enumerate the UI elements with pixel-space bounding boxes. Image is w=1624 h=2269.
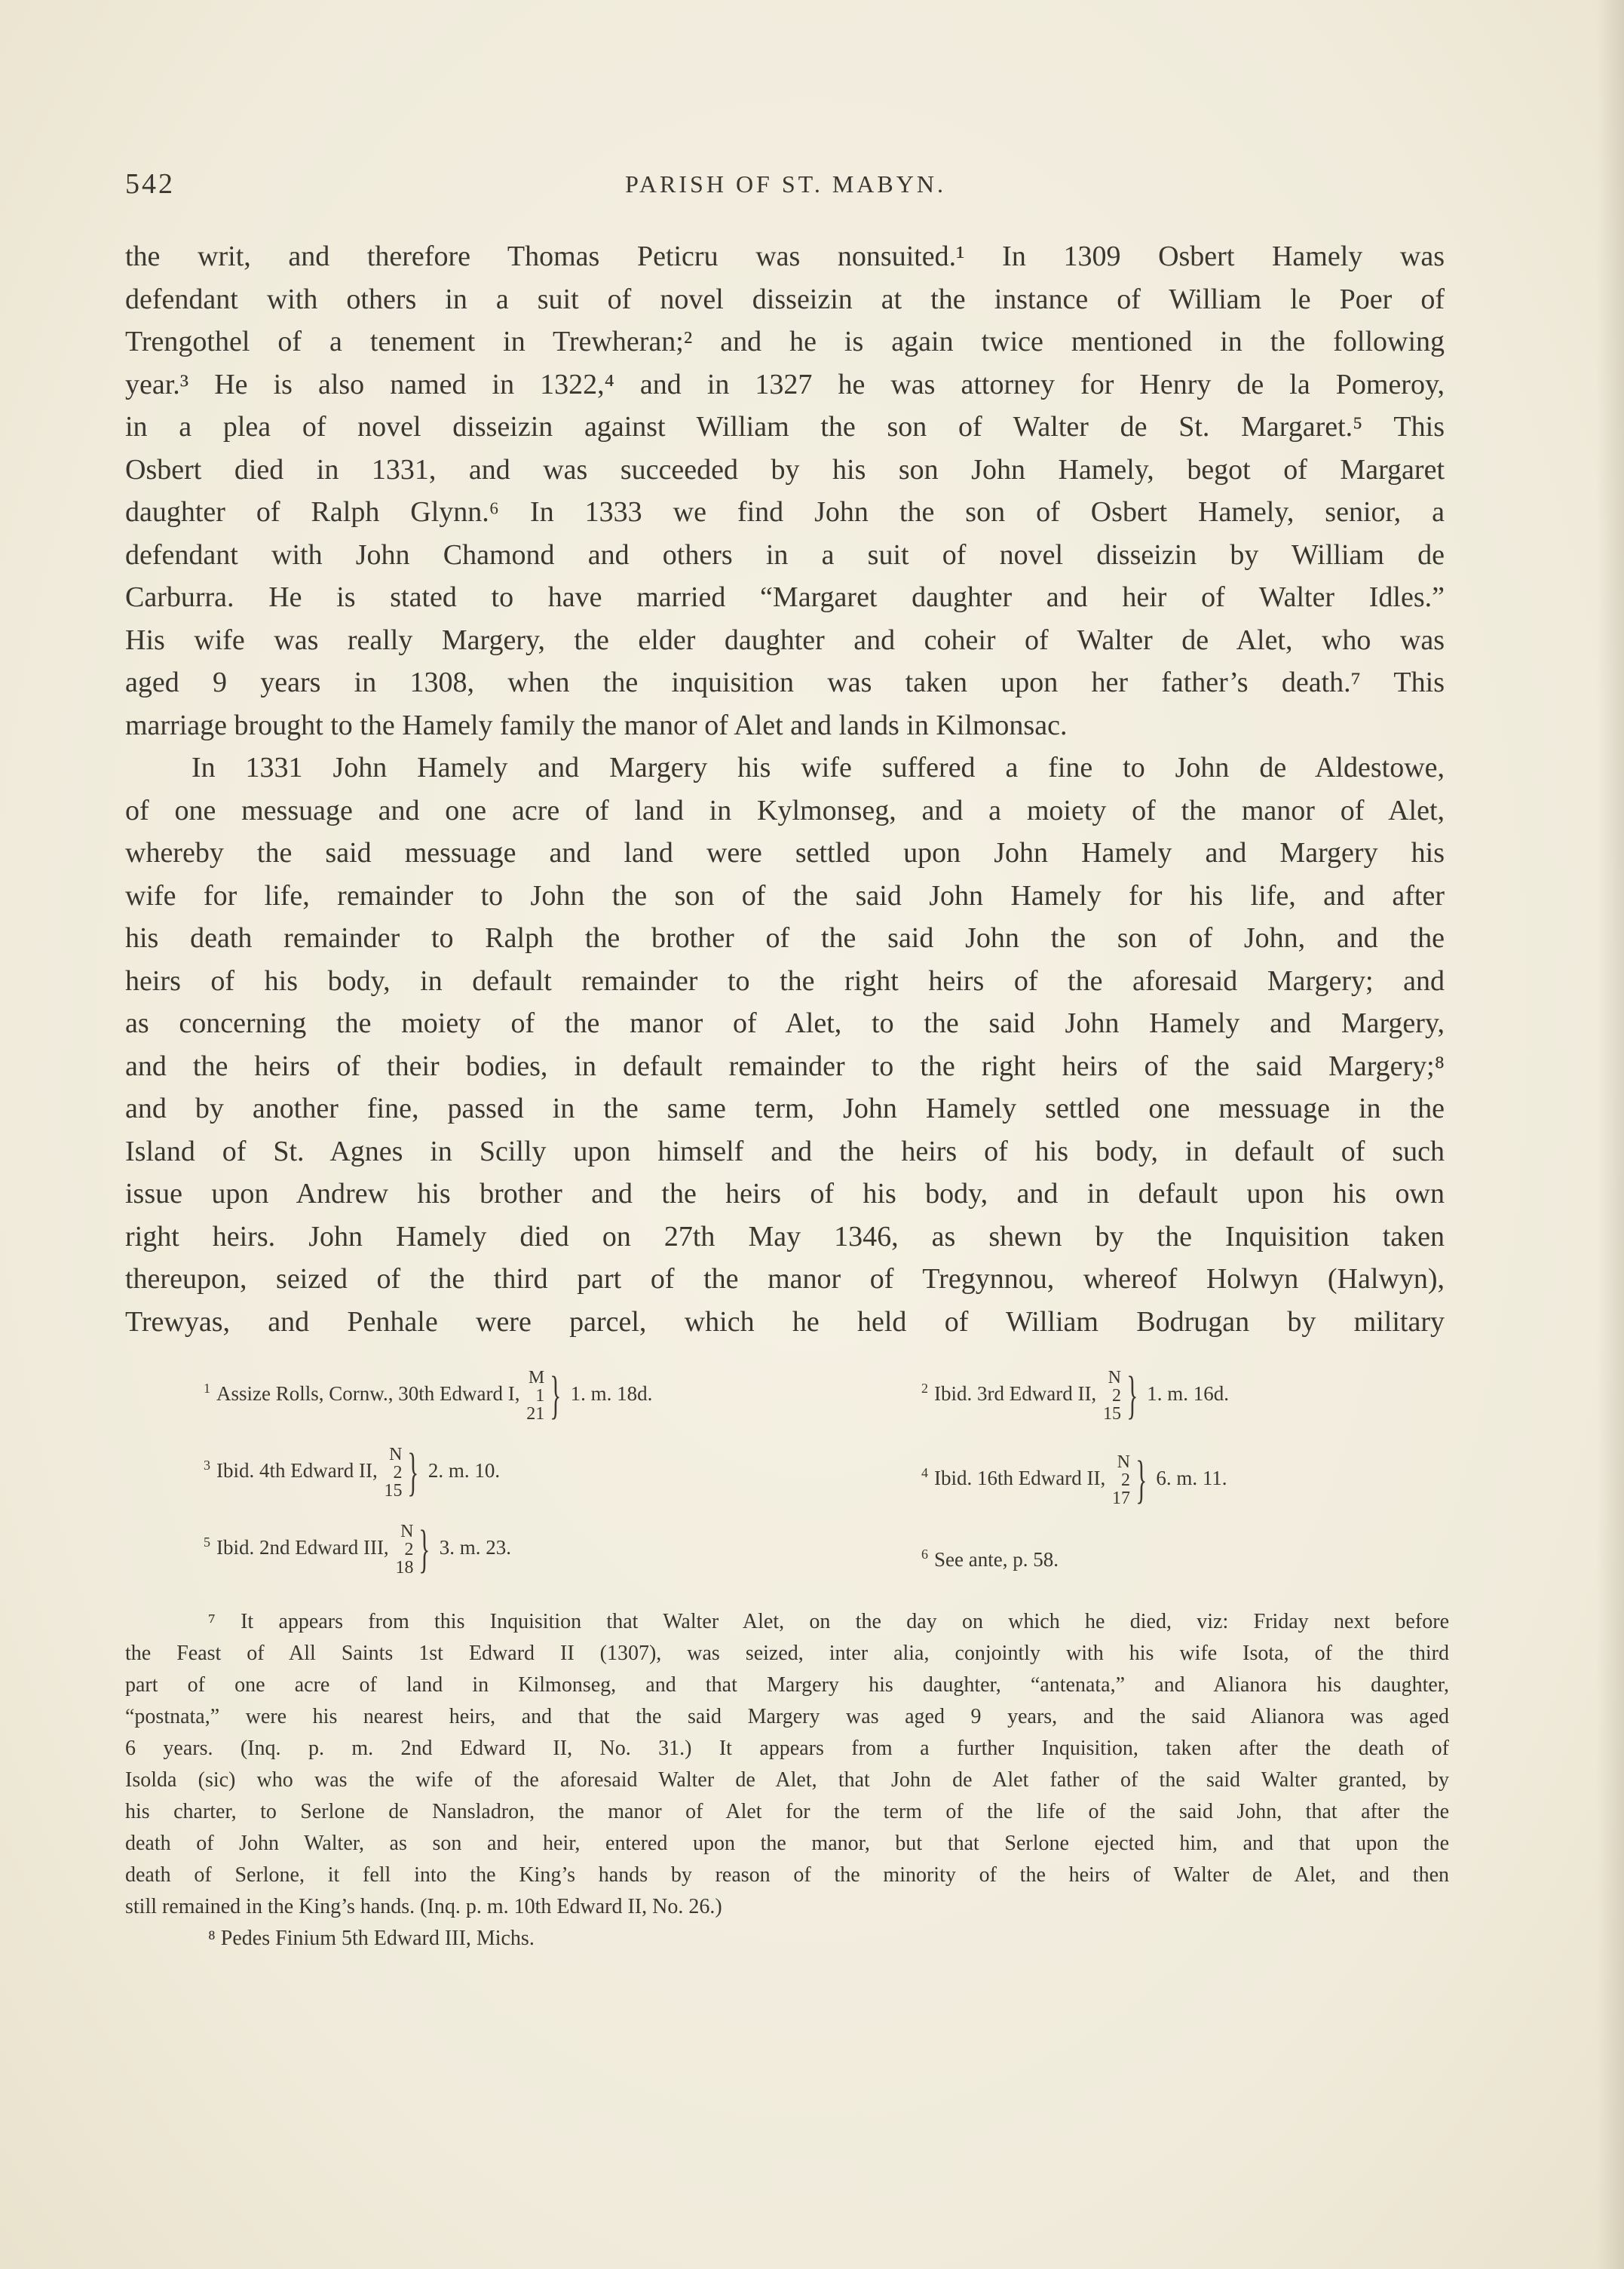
body-line: year.³ He is also named in 1322,⁴ and in 1327 he was attorney for Henry de la Pomeroy, [125,368,1445,400]
body-line: of one messuage and one acre of land in Kylmonseg, and a moiety of the manor of Alet, [125,794,1445,826]
body-line: Carburra. He is stated to have married “Margaret daughter and heir of Walter Idles.” [125,581,1445,613]
body-line: Osbert died in 1331, and was succeeded by his son John Hamely, begot of Margaret [125,453,1445,486]
body-line: in a plea of novel disseizin against William the son of Walter de St. Margaret.⁵ This [125,411,1445,443]
footnote-line: the Feast of All Saints 1st Edward II (1307), was seized, inter alia, conjointly with his wife Isota, of the third [125,1642,1449,1665]
body-line: and by another fine, passed in the same term, John Hamely settled one messuage in the [125,1093,1445,1124]
roll-reference: M 1 21 [526,1368,545,1424]
body-line: heirs of his body, in default remainder to the right heirs of the aforesaid Margery; and [125,964,1445,997]
body-line: defendant with others in a suit of novel disseizin at the instance of William le Poer of [125,283,1445,315]
roll-reference: N 2 18 [395,1522,414,1578]
body-line: wife for life, remainder to John the son of the said John Hamely for his life, and after [125,879,1445,912]
footnote-line: “postnata,” were his nearest heirs, and that the said Margery was aged 9 years, and the said Alianora was aged [125,1705,1449,1728]
footnote-line: death of John Walter, as son and heir, entered upon the manor, but that Serlone ejected him, and that upon the [125,1832,1449,1855]
body-line: thereupon, seized of the third part of the manor of Tregynnou, whereof Holwyn (Halwyn), [125,1263,1445,1295]
body-line: In 1331 John Hamely and Margery his wife suffered a fine to John de Aldestowe, [192,752,1445,783]
citation-note: $^1$ Assize Rolls, Cornw., 30th Edward I, M 1 21 } 1. m. 18d. [204,1366,653,1424]
page-number: 542 [125,168,175,200]
footnote-line: part of one acre of land in Kilmonseg, and that Margery his daughter, “antenata,” and Alianora his daughter, [125,1673,1449,1697]
body-line: defendant with John Chamond and others in a suit of novel disseizin by William de [125,538,1445,571]
body-line: Island of St. Agnes in Scilly upon himself and the heirs of his body, in default of such [125,1135,1445,1167]
body-line: whereby the said messuage and land were settled upon John Hamely and Margery his [125,837,1445,869]
footnote-line: death of Serlone, it fell into the King’s hands by reason of the minority of the heirs of Walter de Alet, and then [125,1863,1449,1887]
body-text [125,235,1445,1343]
footnote-line: Isolda (sic) who was the wife of the aforesaid Walter de Alet, that John de Alet father of the said Walter granted, by [125,1768,1449,1792]
body-line: His wife was really Margery, the elder daughter and coheir of Walter de Alet, who was [125,624,1445,656]
page-edge-shadow [1597,0,1624,2269]
brace-icon: } [1135,1451,1148,1509]
body-line: Trengothel of a tenement in Trewheran;² and he is again twice mentioned in the following [125,326,1445,357]
footnotes [125,1606,1449,1955]
footnote-line: his charter, to Serlone de Nansladron, the manor of Alet for the term of the life of the said John, that after the [125,1800,1449,1823]
citation-notes [204,1366,1395,1595]
body-line: right heirs. John Hamely died on 27th May 1346, as shewn by the Inquisition taken [125,1220,1445,1253]
brace-icon: } [418,1520,431,1578]
footnote-line: ⁷ It appears from this Inquisition that Walter Alet, on the day on which he died, viz: Friday next before [208,1610,1449,1633]
footnote-line: still remained in the King’s hands. (Inq. p. m. 10th Edward II, No. 26.) [125,1895,722,1918]
body-line: aged 9 years in 1308, when the inquisition was taken upon her father’s death.⁷ This [125,667,1445,698]
body-line: issue upon Andrew his brother and the heirs of his body, and in default upon his own [125,1178,1445,1210]
brace-icon: } [550,1366,562,1424]
roll-reference: N 2 15 [1102,1368,1121,1424]
roll-reference: N 2 15 [384,1445,403,1501]
body-line: marriage brought to the Hamely family the manor of Alet and lands in Kilmonsac. [125,709,1068,741]
roll-reference: N 2 17 [1111,1452,1130,1508]
brace-icon: } [1126,1366,1138,1424]
citation-note: $^6$ See ante, p. 58. [921,1547,1059,1571]
citation-note: $^3$ Ibid. 4th Edward II, N 2 15 } 2. m. 10. [204,1443,501,1501]
body-line: daughter of Ralph Glynn.⁶ In 1333 we find John the son of Osbert Hamely, senior, a [125,496,1445,528]
body-line: as concerning the moiety of the manor of Alet, to the said John Hamely and Margery, [125,1007,1445,1039]
body-line: his death remainder to Ralph the brother of the said John the son of John, and the [125,922,1445,954]
footnote-line: 6 years. (Inq. p. m. 2nd Edward II, No. 31.) It appears from a further Inquisition, taken after the death of [125,1737,1449,1760]
citation-note: $^4$ Ibid. 16th Edward II, N 2 17 } 6. m. 11. [921,1451,1227,1509]
body-line: the writ, and therefore Thomas Peticru was nonsuited.¹ In 1309 Osbert Hamely was [125,241,1445,272]
body-line: Trewyas, and Penhale were parcel, which he held of William Bodrugan by military [125,1305,1445,1338]
citation-note: $^2$ Ibid. 3rd Edward II, N 2 15 } 1. m. 16d. [921,1366,1230,1424]
citation-note: $^5$ Ibid. 2nd Edward III, N 2 18 } 3. m. 23. [204,1520,512,1578]
running-title: PARISH OF ST. MABYN. [625,170,946,198]
footnote-line: ⁸ Pedes Finium 5th Edward III, Michs. [208,1927,535,1950]
body-line: and the heirs of their bodies, in default remainder to the right heirs of the said Margery;⁸ [125,1050,1445,1082]
brace-icon: } [407,1443,419,1501]
page-header [125,167,1446,202]
